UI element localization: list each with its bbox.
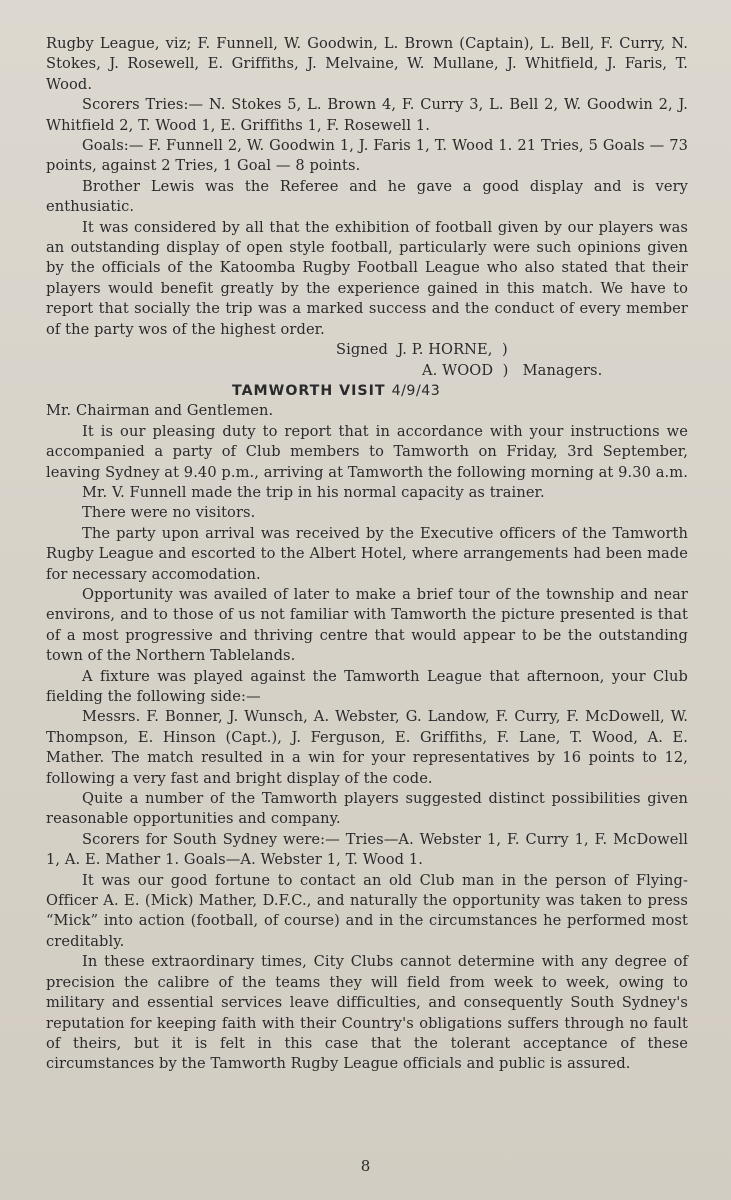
body-text bbox=[46, 34, 688, 1075]
paragraph-instructions: It is our pleasing duty to report that in accordance with your instructions we accompanied a party of Club members to Tamworth on Friday, 3rd September, leaving Sydney at 9.40 p.m., arriving at Tamworth the following morning at 9.30 a.m. bbox=[46, 422, 688, 481]
paragraph-team-list: Messrs. F. Bonner, J. Wunsch, A. Webster, G. Landow, F. Curry, F. McDowell, W. Thompson, E. Hinson (Capt.), J. Ferguson, E. Griffiths, F. Lane, T. Wood, A. E. Mather. The match resulted in a win for your representatives by 16 points to 12, following a very fast and bright display of the code. bbox=[46, 708, 688, 787]
goals-paragraph: Goals:— F. Funnell 2, W. Goodwin 1, J. Faris 1, T. Wood 1. 21 Tries, 5 Goals — 73 points, against 2 Tries, 1 Goal — 8 points. bbox=[46, 137, 688, 175]
heading-date: 4/9/43 bbox=[391, 382, 441, 399]
paragraph-players: Quite a number of the Tamworth players suggested distinct possibilities given reasonable opportunities and company. bbox=[46, 790, 688, 828]
salutation: Mr. Chairman and Gentlemen. bbox=[46, 402, 274, 420]
paragraph-tour: Opportunity was availed of later to make a brief tour of the township and near environs, and to those of us not familiar with Tamworth the picture presented is that of a most progressive and thriving centre that would appear to be the outstanding town of the Northern Tablelands. bbox=[46, 585, 688, 665]
paragraph-trainer: Mr. V. Funnell made the trip in his normal capacity as trainer. bbox=[82, 483, 545, 501]
paragraph-circumstances: In these extraordinary times, City Clubs cannot determine with any degree of precision the calibre of the teams they will field from week to week, owing to military and essential services leave difficulties, and consequently South Sydney's reputation for keeping faith with their Country's obligations suffers through no fault of theirs, but it is felt in this case that the tolerant acceptance of these circumstances by the Tamworth Rugby League officials and public is assured. bbox=[46, 953, 688, 1073]
signature-line-2: A. WOOD ) Managers. bbox=[422, 361, 603, 379]
page-number: 8 bbox=[360, 1157, 371, 1175]
paragraph-mather: It was our good fortune to contact an old Club man in the person of Flying-Officer A. E. (Mick) Mather, D.F.C., and naturally the opportunity was taken to press “Mick” into action (football, of course) and in the circumstances he performed most creditably. bbox=[46, 871, 688, 950]
referee-paragraph: Brother Lewis was the Referee and he gave a good display and is very enthusiatic. bbox=[46, 177, 688, 216]
paragraph-scorers: Scorers for South Sydney were:— Tries—A. Webster 1, F. Curry 1, F. McDowell 1, A. E. Mather 1. Goals—A. Webster 1, T. Wood 1. bbox=[46, 830, 688, 869]
team-list-paragraph: Rugby League, viz; F. Funnell, W. Goodwin, L. Brown (Captain), L. Bell, F. Curry, N. Stokes, J. Rosewell, E. Griffiths, J. Melvaine, W. Mullane, J. Whitfield, J. Faris, T. Wood. bbox=[46, 35, 688, 93]
paragraph-arrival: The party upon arrival was received by the Executive officers of the Tamworth Rugby League and escorted to the Albert Hotel, where arrangements had been made for necessary accomodation. bbox=[46, 524, 688, 583]
scorers-tries-paragraph: Scorers Tries:— N. Stokes 5, L. Brown 4, F. Curry 3, L. Bell 2, W. Goodwin 2, J. Whitfield 2, T. Wood 1, E. Griffiths 1, F. Rosewell 1. bbox=[46, 96, 688, 134]
section-heading bbox=[46, 381, 688, 401]
heading-title: TAMWORTH VISIT bbox=[232, 382, 386, 399]
exhibition-paragraph: It was considered by all that the exhibition of football given by our players was an outstanding display of open style football, particularly were such opinions given by the officials of the Katoomba Rugby Football League who also stated that their players would benefit greatly by the experience gained in this match. We have to report that socially the trip was a marked success and the conduct of every member of the party wos of the highest order. bbox=[46, 218, 688, 338]
signature-line-1: Signed J. P. HORNE, ) bbox=[336, 341, 508, 359]
paragraph-fixture: A fixture was played against the Tamworth League that afternoon, your Club fielding the following side:— bbox=[46, 667, 688, 705]
paragraph-visitors: There were no visitors. bbox=[82, 504, 256, 522]
